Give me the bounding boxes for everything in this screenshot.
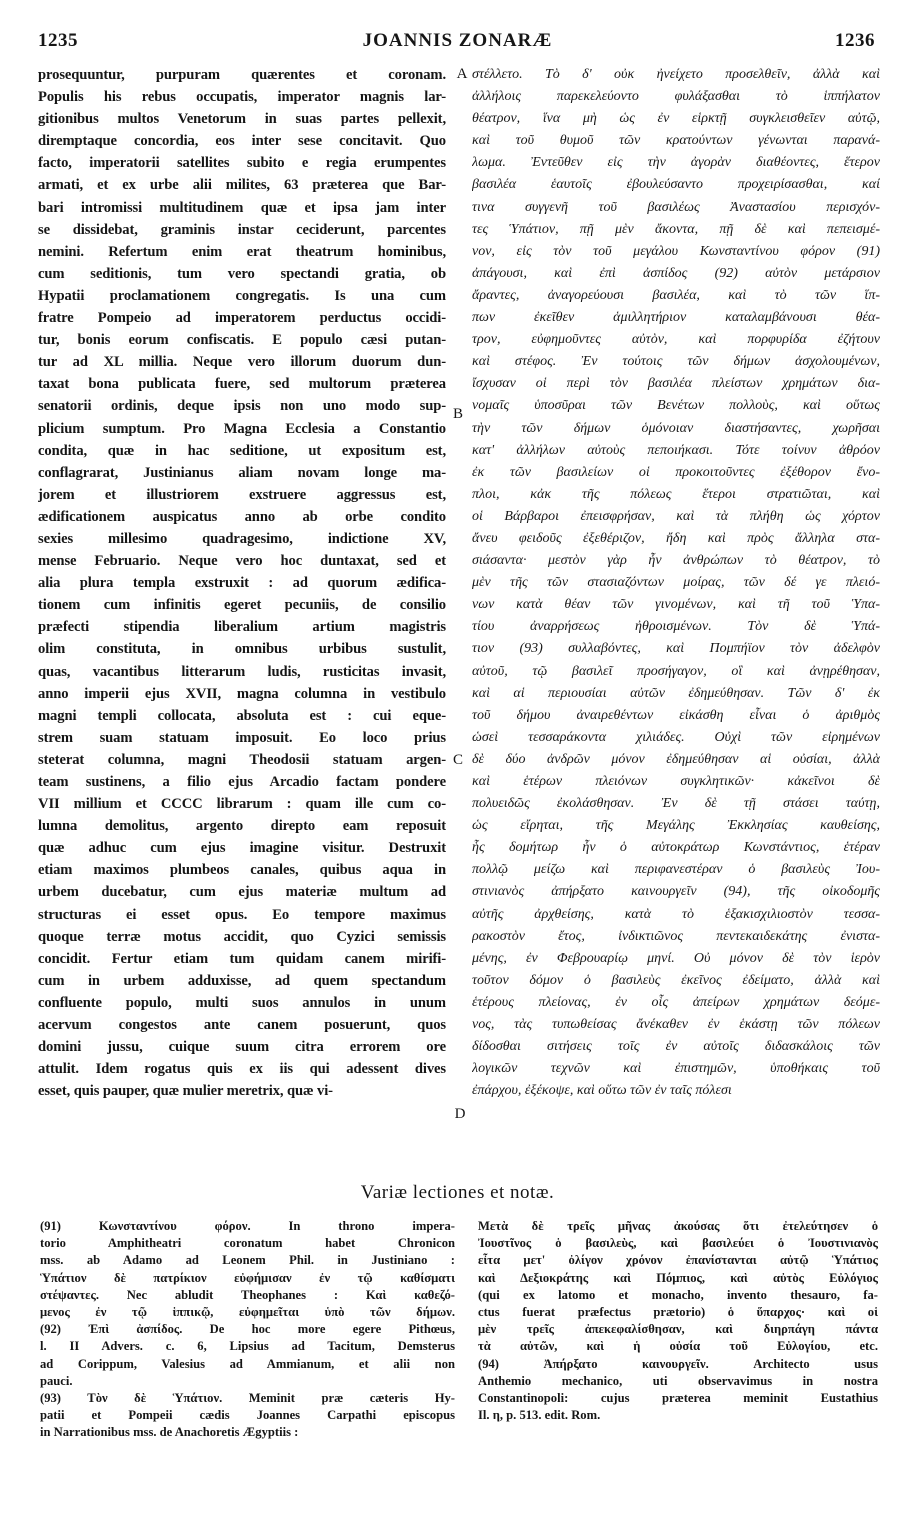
greek-text-line: ἑτέρους πλείονας, ἐν οἷς ἀπείρων χρημάτων δεόμε- <box>472 994 880 1010</box>
latin-text-line: urbem ducebatur, cum ejus materiæ multum ad <box>38 884 446 901</box>
note-line: (94) Ἀπήρξατο καινουργεῖν. Architecto usus <box>478 1356 878 1371</box>
latin-text-line: anno imperii ejus XVII, magna columna in vestibulo <box>38 685 446 702</box>
latin-text-line: confluente populo, multi suos annulos in unum <box>38 994 446 1011</box>
note-line: Ἰουστῖνος ὁ βασιλεὺς, καὶ βασιλεύει ὁ Ἰουστινιανὸς <box>478 1236 878 1251</box>
note-line: μενος ἐν τῷ ἱππικῷ, εὐφημεῖται ὑπὸ τῶν δήμων. <box>40 1304 455 1319</box>
section-marker-d: D <box>454 1106 466 1122</box>
notes-left-column <box>40 1218 455 1441</box>
greek-text-line: πολυειδῶς ἐκολάσθησαν. Ἐν δὲ τῇ στάσει ταύτῃ, <box>472 796 880 812</box>
greek-text-line: νος, τὰς τυπωθείσας ἄνέκαθεν ἐν ἑκάστῃ τῶν πόλεων <box>472 1017 880 1033</box>
notes-title: Variæ lectiones et notæ. <box>360 1182 555 1203</box>
latin-text-line: tur ad XL millia. Neque vero illorum duorum dun- <box>38 354 446 371</box>
section-marker-a: A <box>456 66 468 82</box>
latin-text-line: prosequuntur, purpuram quærentes et coronam. <box>38 67 446 83</box>
note-line: in Narrationibus mss. de Anachoretis Ægyptiis : <box>40 1425 299 1440</box>
note-line: (93) Τὸν δὲ Ὑπάτιον. Meminit præ cæteris Hy- <box>40 1390 455 1405</box>
section-marker-c: C <box>452 752 463 768</box>
latin-text-line: conflagrarat, Justinianus aliam novam longe ma- <box>38 464 446 481</box>
running-title: JOANNIS ZONARÆ <box>362 30 553 51</box>
latin-text-line: facto, imperatorii satellites subito e regia erumpentes <box>38 155 446 172</box>
greek-text-line: καὶ στέφος. Ἐν τούτοις τῶν δήμων ἀσχολουμένων, <box>472 354 880 370</box>
greek-text-line: καὶ ἑτέρων πλειόνων συγκλητικῶν· κἀκεῖνοι δὲ <box>472 774 880 789</box>
greek-text-line: ἄραντες, ἀναγορεύουσι βασιλέα, καὶ τὸ τῶν ἵπ- <box>472 287 880 303</box>
latin-text-line: quoque terræ motus accidit, quo Cyzici semissis <box>38 928 446 945</box>
latin-text-line: esset, quis pauper, quæ mulier meretrix, quæ vi- <box>38 1083 333 1100</box>
latin-text-line: condita, quæ in hac seditione, ut expositum est, <box>38 442 446 459</box>
latin-text-line: VII millium et CCCC librarum : quam ille cum co- <box>38 796 446 813</box>
latin-text-line: quæ adhuc cum ejus imagine visitur. Destruxit <box>38 840 446 857</box>
latin-text-line: mense Februario. Neque vero hoc duntaxat, sed et <box>38 553 446 570</box>
greek-text-line: μὲν τῆς τῶν στασιαζόντων μοίρας, τῶν δέ γε πλειό- <box>472 575 880 591</box>
latin-text-line: magni templi collocata, absoluta est : cui eque- <box>38 707 446 724</box>
greek-text-line: πλοι, κἀκ τῆς πόλεως ἕτεροι στρατιῶται, καὶ <box>472 486 880 502</box>
note-line: τὰ αὐτῶν, καὶ ἡ οὐσία τοῦ Εὐλογίου, etc. <box>478 1339 878 1354</box>
latin-text-line: jorem et illustriorem exstruere aggressus est, <box>38 486 446 503</box>
latin-text-line: nemini. Refertum enim erat theatrum hominibus, <box>38 243 446 260</box>
latin-text-line: fratre Pompeio ad imperatorem perductus occidi- <box>38 310 446 327</box>
note-line: pauci. <box>40 1373 73 1388</box>
note-line: ad Corippum, Valesius ad Ammianum, et alii non <box>40 1356 455 1371</box>
notes-right-column <box>478 1218 878 1424</box>
greek-text-line: σιάσαντα· μεστὸν γὰρ ἦν ἀνθρώπων τὸ θέατρον, τὸ <box>472 553 880 569</box>
note-line: (91) Κωνσταντίνου φόρον. In throno impera- <box>40 1219 455 1233</box>
note-line: (92) Ἐπὶ ἀσπίδος. De hoc more egere Pithœus, <box>40 1322 455 1337</box>
greek-text-line: δίδοσθαι σιτήσεις τοῖς ἐν αὐτοῖς διδασκάλοις τῶν <box>472 1039 880 1055</box>
latin-text-line: taxat bona publicata fuere, sed multorum præterea <box>38 376 446 393</box>
latin-text-line: concidit. Fertur etiam tum quidam canem mirifi- <box>38 950 446 967</box>
note-line: Constantinopoli: cujus præterea meminit Eustathius <box>478 1390 878 1405</box>
latin-text-line: domini jussu, cuique suum citra errorem ore <box>38 1039 446 1056</box>
note-line: Anthemio mechanico, uti observavimus in nostra <box>478 1373 878 1388</box>
greek-text-line: ἄνευ φειδοῦς ἐξεθέριζον, ἤδη καὶ πρὸς ἄλληλα στα- <box>472 530 880 546</box>
latin-text-line: attulit. Idem rogatus quis ex iis qui adessent dives <box>38 1061 446 1078</box>
greek-text-line: οἱ Βάρβαροι ἐπεισφρήσαν, καὶ τὰ πλήθη ὡς χόρτον <box>472 508 880 524</box>
note-line: mss. ab Adamo ad Leonem Phil. in Justiniano : <box>40 1253 455 1268</box>
greek-text-line: κατ' ἀλλήλων αὐτοὺς πεποιήκασι. Τότε τοίνυν ἀθρόον <box>472 442 880 458</box>
greek-text-line: μένης, ἐν Φεβρουαρίῳ μηνί. Οὐ μόνον δὲ τὸν ἱερὸν <box>472 950 880 966</box>
greek-text-line: καὶ τοῦ θυμοῦ τῶν κρατούντων γένωνται παρανά- <box>472 133 880 149</box>
latin-text-line: strem suam statuam imposuit. Eo loco prius <box>38 729 446 746</box>
latin-text-line: acervum congestos ante canem posuerunt, quos <box>38 1017 446 1034</box>
note-line: Ὑπάτιον δὲ πατρίκιον εὐφήμισαν ἐν τῷ καθίσματι <box>40 1270 455 1285</box>
greek-text-line: τίου ἀναρρήσεως ἠθροισμένων. Τὸν δὲ Ὑπά- <box>472 619 880 635</box>
greek-text-line: τιον (93) συλλαβόντες, καὶ Πομπήϊον τὸν ἀδελφὸν <box>472 641 880 657</box>
greek-text-line: ἀπάγουσι, καὶ ἐπὶ ἀσπίδος (92) αὐτὸν μετάρσιον <box>472 265 880 281</box>
greek-text-line: πων ἐκεῖθεν ἁμιλλητήριον καταλαμβάνουσι θέα- <box>472 310 880 326</box>
latin-text-line: cum in urbem adduxisse, ad quem spectandum <box>38 972 446 989</box>
latin-text-line: tur, bonis eorum confiscatis. E populo cæsi putan- <box>38 332 446 349</box>
greek-text-line: καὶ αἱ περιουσίαι αὐτῶν ἐδημεύθησαν. Τῶν δ' ἐκ <box>472 685 880 701</box>
note-line: ctus fuerat præfectus prætorio) ὁ ὕπαρχος· καὶ οἱ <box>478 1304 878 1319</box>
greek-text-line: βασιλέα ἑαυτοῖς ἐβουλεύσαντο προχειρίσασθαι, καί <box>472 177 880 193</box>
latin-text-line: se dissidebat, graminis instar ceciderunt, parcentes <box>38 221 446 238</box>
greek-text-line: τοῦτον δόμον ὁ βασιλεὺς ἐκεῖνος ἐδείματο, ἀλλὰ καὶ <box>472 972 880 988</box>
latin-text-line: alia plura templa exstruxit : ad quorum ædifica- <box>38 575 446 592</box>
latin-text-line: diremptaque concordia, eos inter sese concitavit. Quo <box>38 133 446 150</box>
latin-text-line: senatorii ordinis, deque ipsis non uno modo sup- <box>38 398 446 415</box>
greek-text-line: νων κατὰ θέαν τῶν γινομένων, καὶ τῆ τοῦ Ὑπα- <box>472 597 880 613</box>
greek-text-line: πολλῷ μείζω καὶ περιφανεστέραν ὁ βασιλεὺς Ἰου- <box>472 862 880 878</box>
latin-text-line: steterat columna, magni Theodosii statuam argen- <box>38 751 446 768</box>
greek-text-line: στινιανὸς ἀπήρξατο καινουργεῖν (94), τῆς οἰκοδομῆς <box>472 884 880 900</box>
greek-text-line: ἴσχυσαν οἱ περὶ τὸν βασιλέα πλείστων χρημάτων δια- <box>472 376 880 392</box>
latin-text-line: præfecti stipendia liberalium artium magistris <box>38 619 446 636</box>
note-line: l. II Advers. c. 6, Lipsius ad Tacitum, Demsterus <box>40 1339 455 1354</box>
latin-text-line: olim constituta, in omnibus urbibus sustulit, <box>38 641 446 658</box>
greek-text-line: ἀλλήλοις παρεκελεύοντο φυλάξασθαι τὸ ἱππήλατον <box>472 89 880 105</box>
note-line: patii et Pompeii cædis Joannes Carpathi episcopus <box>40 1408 455 1423</box>
note-line: μὲν τρεῖς ἀπεκεφαλίσθησαν, καὶ διηρπάγη πάντα <box>478 1322 878 1337</box>
greek-text-line: τρον, εὐφημοῦντες αὐτὸν, καὶ πορφυρίδα ἐζήτουν <box>472 332 880 348</box>
latin-text-line: structuras ei esset opus. Eo tempore maximus <box>38 906 446 923</box>
greek-text-line: λογικῶν τεχνῶν καὶ ἐπιστημῶν, ὑποθήκαις τοῦ <box>472 1061 880 1077</box>
latin-text-line: etiam maximos plumbeos canales, quibus aqua in <box>38 862 446 879</box>
greek-text-line: δὲ δύο ἀνδρῶν μόνον ἐδημεύθησαν αἱ οὐσίαι, ἀλλὰ <box>472 751 880 767</box>
latin-text-line: ædificationem auspicatus anno ab orbe condito <box>38 508 446 525</box>
latin-text-line: armati, et ex urbe alii milites, 63 præterea que Bar- <box>38 177 446 194</box>
section-marker-b: B <box>452 406 463 422</box>
right-page-number: 1236 <box>835 30 875 51</box>
greek-text-line: ρακοστὸν ἔτος, ἰνδικτιῶνος πεντεκαιδεκάτης ἐνιστα- <box>472 928 880 944</box>
greek-text-line: ὡς εἴρηται, τῆς Μεγάλης Ἐκκλησίας καυθείσης, <box>472 818 880 834</box>
greek-text-line: νον, εἰς τὸν τοῦ μεγάλου Κωνσταντίνου φόρον (91) <box>472 243 880 259</box>
greek-text-line: νομαῖς ὑποσῦραι τῶν Βενέτων πολλοὺς, καὶ οὕτως <box>472 398 880 414</box>
note-line: καὶ Δεξιοκράτης καὶ Πόμπιος, καὶ αὐτὸς Εὐλόγιος <box>478 1270 878 1285</box>
note-line: εἶτα μετ' ὀλίγον χρόνον ἐπανίστανται αὐτῷ Ὑπάτιος <box>478 1253 878 1268</box>
greek-text-line: θέατρον, ἵνα μὴ ὡς ἐν εἱρκτῇ συγκλεισθεῖεν αὐτῷ, <box>472 111 880 127</box>
greek-text-line: ἐπάρχου, ἐξέκοψε, καὶ οὕτω τῶν ἐν ταῖς πόλεσι <box>472 1083 732 1099</box>
latin-text-line: Hypatii proclamationem congregatis. Is una cum <box>38 287 446 304</box>
greek-text-line: τινα συγγενῆ τοῦ βασιλέως Ἀναστασίου περισχόν- <box>472 199 880 215</box>
greek-column <box>472 64 880 1102</box>
note-line: Il. η, p. 513. edit. Rom. <box>478 1408 601 1423</box>
greek-text-line: αὐτοῦ, τῷ βασιλεῖ προσήγαγον, οἳ καὶ ἀνῃρέθησαν, <box>472 663 880 679</box>
greek-text-line: τοῦ δήμου ἀναιρεθέντων εἰκάσθη εἶναι ὁ ἀριθμὸς <box>472 707 880 723</box>
greek-text-line: ὡσεὶ τεσσαράκοντα χιλιάδες. Οὐχὶ τῶν εἰρημένων <box>472 729 880 745</box>
greek-text-line: τες Ὑπάτιον, πῇ μὲν ἄκοντα, πῇ δὲ καὶ πεπεισμέ- <box>472 221 880 237</box>
note-line: Μετὰ δὲ τρεῖς μῆνας ἀκούσας ὅτι ἐτελεύτησεν ὁ <box>478 1219 878 1233</box>
greek-text-line: στέλλετο. Τὸ δ' οὐκ ἠνείχετο προσελθεῖν, ἀλλὰ καὶ <box>472 67 880 82</box>
latin-text-line: plicium sumptum. Pro Magna Ecclesia a Constantio <box>38 420 446 437</box>
note-line: (qui ex latomo et monacho, invento thesauro, fa- <box>478 1287 878 1302</box>
latin-text-line: gitionibus multos Venetorum in suas partes pellexit, <box>38 111 446 128</box>
latin-text-line: lumna demolitus, argento direpto eam reposuit <box>38 818 446 835</box>
latin-text-line: quas, vacantibus litterarum ludis, rusticitas invasit, <box>38 663 446 680</box>
latin-text-line: Populis his rebus occupatis, imperator magnis lar- <box>38 89 446 106</box>
greek-text-line: τὴν τῶν δήμων ὁμόνοιαν διαστήσαντες, χωρῆσαι <box>472 420 880 436</box>
greek-text-line: ἐκ τῶν βασιλείων οἱ προκοιτοῦντες ἐξέθορον ἔνο- <box>472 464 880 480</box>
latin-column <box>38 64 446 1102</box>
greek-text-line: λωμα. Ἐντεῦθεν εἰς τὴν ἀγορὰν διαθέοντες, ἕτερον <box>472 155 880 171</box>
greek-text-line: ἧς δομήτωρ ἦν ὁ αὐτοκράτωρ Κωνστάντιος, ἑτέραν <box>472 840 880 856</box>
latin-text-line: team sustinens, a filio ejus Arcadio factam pondere <box>38 774 446 790</box>
left-page-number: 1235 <box>38 30 78 51</box>
note-line: torio Amphitheatri coronatum habet Chronicon <box>40 1236 455 1251</box>
latin-text-line: tionem cum infinitis egeret pecuniis, de consilio <box>38 597 446 614</box>
latin-text-line: sexies millesimo quadragesimo, indictione XV, <box>38 530 446 547</box>
greek-text-line: αὐτῆς ἀρχθείσης, κατὰ τὸ ἑξακισχιλιοστὸν τεσσα- <box>472 906 880 922</box>
latin-text-line: bari intromissi multitudinem quæ et ipsa jam inter <box>38 199 446 216</box>
note-line: στέψαντες. Nec abludit Theophanes : Καὶ καθεζό- <box>40 1287 455 1302</box>
latin-text-line: cum seditionis, tum vero spectandi gratia, ob <box>38 265 446 282</box>
